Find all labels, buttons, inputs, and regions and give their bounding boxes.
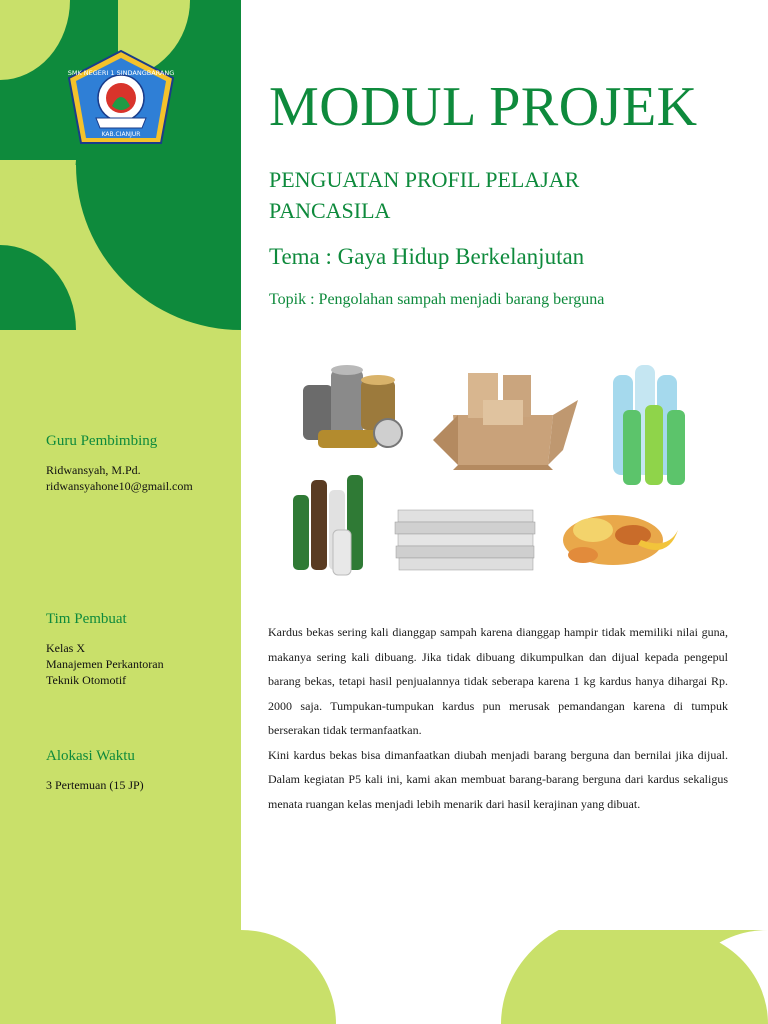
tim-section [46,611,236,688]
recyclables-photo [283,345,703,585]
tim-heading: Tim Pembuat [46,611,127,627]
guru-heading: Guru Pembimbing [46,433,158,449]
bottom-decoration [241,930,768,1024]
guru-name: Ridwansyah, M.Pd. [46,463,141,477]
plastic-bottles-image [613,365,685,485]
waktu-heading: Alokasi Waktu [46,748,135,764]
tim-line: Manajemen Perkantoran [46,657,164,671]
paragraph: Kardus bekas sering kali dianggap sampah karena dianggap hampir tidak memiliki nilai guna, makanya sering kali dibuang. Jika tidak dibuang dikumpulkan dan dijual kepada pengepul barang bekas, tetapi hasil penjualannya tidak seberapa karena 1 kg kardus hanya dihargai Rp. 2000 saja. Tumpukan-tumpukan kardus pun merusak pemandangan karena di tumpuk berserakan tidak termanfaatkan. [268,625,728,737]
paragraph: Kini kardus bekas bisa dimanfaatkan diubah menjadi barang berguna dan bernilai jika dijual. Dalam kegiatan P5 kali ini, kami akan membuat barang-barang berguna dari kardus sekaligus menata ruangan kelas menjadi lebih menarik dari hasil kerajinan yang dibuat. [268,747,728,811]
waktu-section [46,748,236,793]
tema-heading: Tema : Gaya Hidup Berkelanjutan [269,244,585,269]
main-content [241,0,768,1024]
guru-email[interactable]: ridwansyahone10@gmail.com [46,479,193,493]
guru-section [46,433,236,494]
logo-bottom-text: KAB.CIANJUR [101,131,141,138]
logo-top-text: SMK NEGERI 1 SINDANGBARANG [67,69,175,77]
tim-line: Teknik Otomotif [46,673,127,687]
topik-heading: Topik : Pengolahan sampah menjadi barang berguna [269,291,605,308]
newspaper-image [395,510,535,570]
subtitle: PENGUATAN PROFIL PELAJAR PANCASILA [269,167,580,223]
tim-line: Kelas X [46,641,85,655]
school-logo [66,48,176,156]
page-title: MODUL PROJEK [269,76,698,138]
waktu-value: 3 Pertemuan (15 JP) [46,778,144,792]
sidebar [0,0,241,1024]
description [268,620,728,816]
